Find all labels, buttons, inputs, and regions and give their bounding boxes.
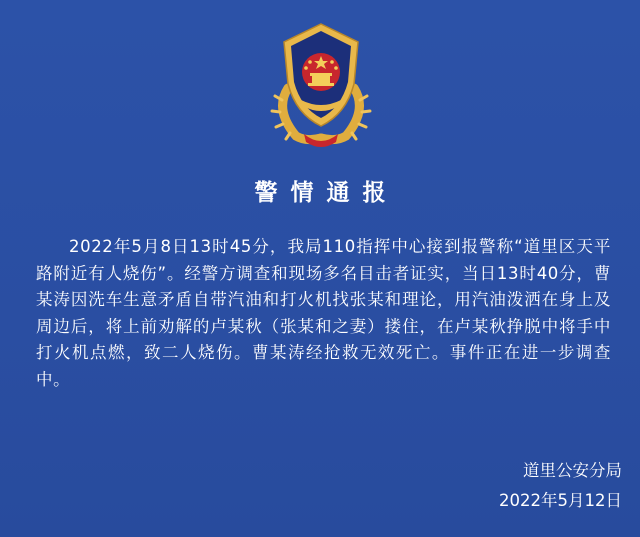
issuer-name: 道里公安分局 — [523, 461, 622, 480]
notice-title: 警情通报 — [254, 180, 399, 206]
notice-body-paragraph: 2022年5月8日13时45分，我局110指挥中心接到报警称“道里区天平路附近有人烧伤”。经警方调查和现场多名目击者证实，当日13时40分，曹某涛因洗车生意矛盾自带汽油和打火机找张某和理论，用汽油泼洒在身上及周边后，将上前劝解的卢某秋（张某和之妻）搂住，在卢某秋挣脱中将手中打火机点燃，致二人烧伤。曹某涛经抢救无效死亡。事件正在进一步调查中。 — [36, 237, 611, 389]
notice-body — [36, 234, 611, 394]
signature-block — [499, 456, 622, 516]
police-badge-icon — [266, 18, 376, 148]
issue-date: 2022年5月12日 — [499, 491, 622, 510]
